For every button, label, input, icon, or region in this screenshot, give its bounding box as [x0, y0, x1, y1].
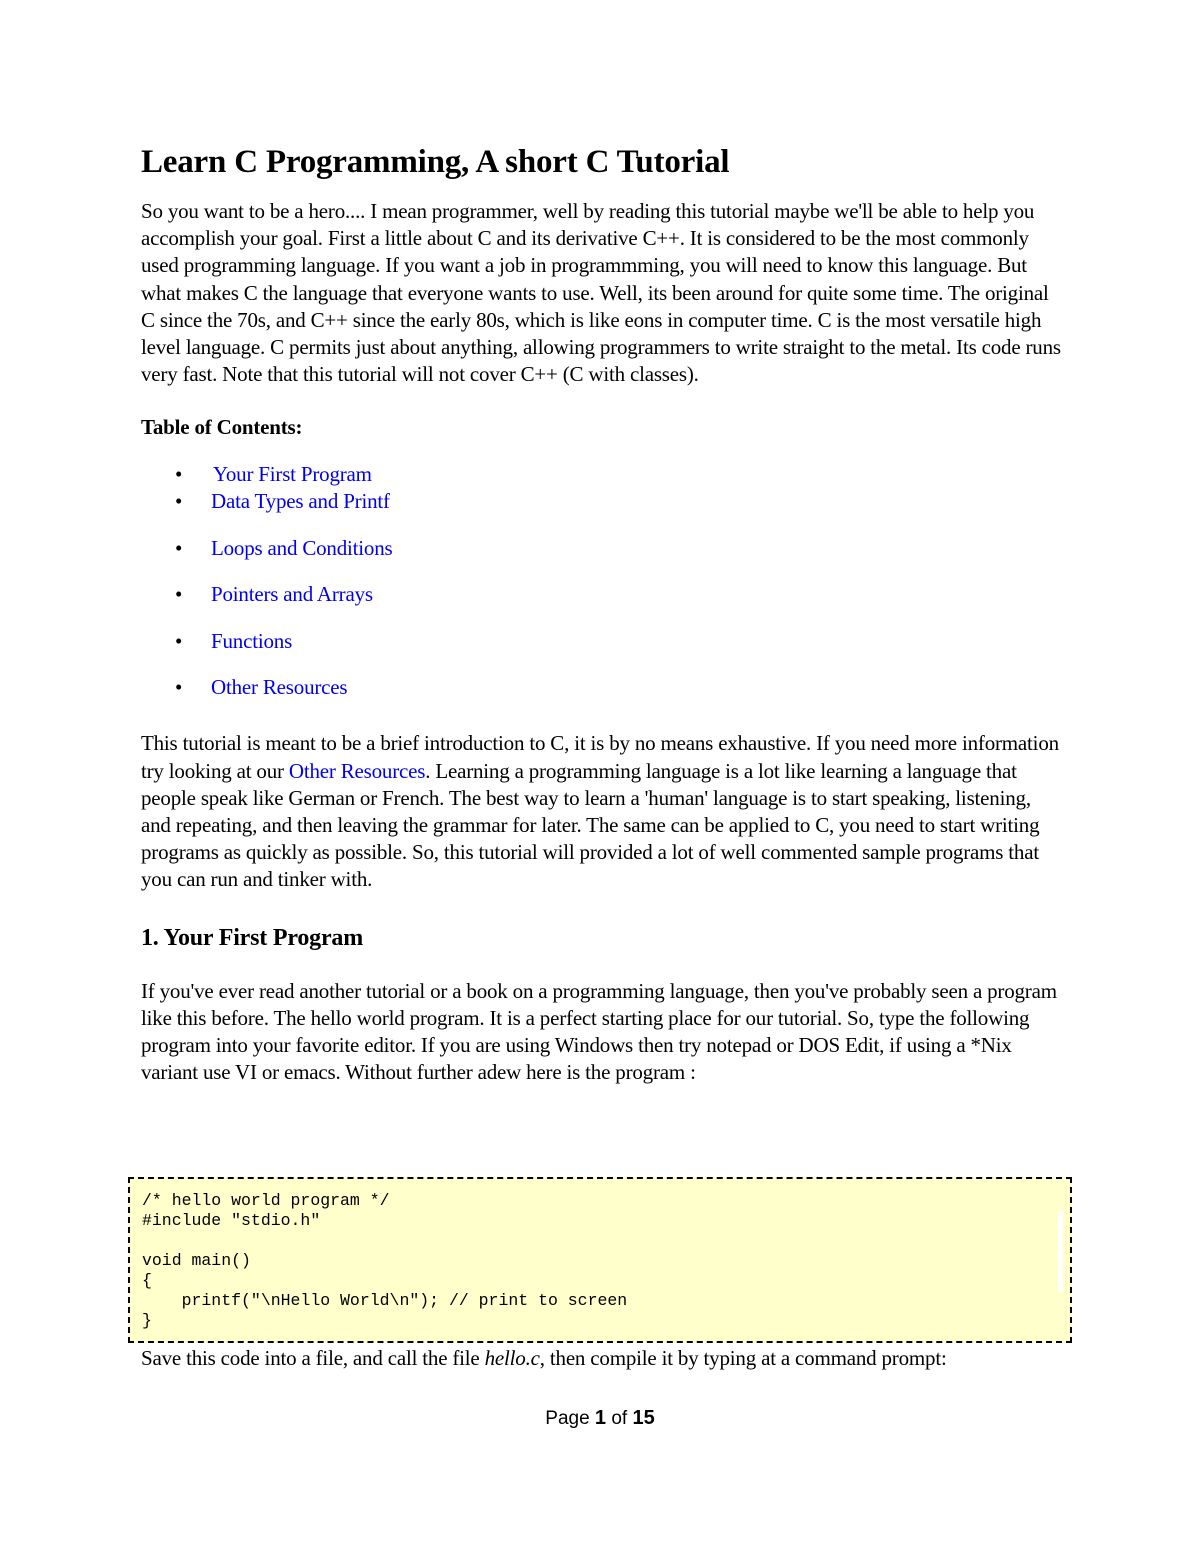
save-text-after: , then compile it by typing at a command prompt: [539, 1346, 947, 1370]
overview-paragraph [141, 730, 1061, 893]
toc-item-other-resources [141, 674, 1061, 701]
bullet-icon: • [175, 628, 183, 653]
footer-of-word: of [611, 1408, 628, 1429]
other-resources-link[interactable]: Other Resources [288, 758, 426, 783]
save-text-before: Save this code into a file, and call the file [141, 1346, 485, 1370]
overview-text-before: This tutorial is meant to be a brief introduction to C, it is by no means exhaustive. If you need more information try looking at our [141, 731, 1059, 783]
toc-item-your-first-program [141, 461, 1061, 488]
overview-text-after: . Learning a programming language is a lot like learning a language that people speak like German or French. The best way to learn a 'human' language is to start speaking, listening, and repeating, and then leaving the grammar for later. The same can be applied to C, you need to start writing programs as quickly as possible. So, this tutorial will provided a lot of well commented sample programs that you can run and tinker with. [141, 758, 1040, 892]
filename-hello-c: hello.c [484, 1346, 540, 1370]
toc-link-data-types[interactable]: Data Types and Printf [211, 489, 390, 514]
toc-link-loops[interactable]: Loops and Conditions [211, 535, 393, 560]
save-instructions-paragraph [141, 1345, 1061, 1372]
bullet-icon: • [175, 462, 183, 487]
footer-page-total: 15 [632, 1407, 655, 1429]
first-program-paragraph: If you've ever read another tutorial or a book on a programming language, then you've probably seen a program like this before. The hello world program. It is a perfect starting place for our tutorial. So, type the following program into your favorite editor. If you are using Windows then try notepad or DOS Edit, if using a *Nix variant use VI or emacs. Without further adew here is the program : [141, 978, 1057, 1085]
bullet-icon: • [175, 535, 183, 560]
bullet-icon: • [175, 489, 183, 514]
table-of-contents [141, 461, 1061, 701]
page-title: Learn C Programming, A short C Tutorial [141, 144, 730, 180]
toc-heading: Table of Contents: [141, 415, 303, 440]
toc-link-functions[interactable]: Functions [211, 628, 293, 653]
hello-world-code: /* hello world program */ #include "stdio.h" void main() { printf("\nHello World\n"); // print to screen } [142, 1191, 628, 1330]
bullet-icon: • [175, 582, 183, 607]
bullet-icon: • [175, 675, 183, 700]
footer-page-word: Page [545, 1408, 590, 1429]
toc-link-your-first-program[interactable]: Your First Program [213, 462, 372, 487]
toc-link-other-resources[interactable]: Other Resources [211, 675, 348, 700]
toc-item-data-types [141, 488, 1061, 515]
page-footer [0, 1404, 1200, 1433]
toc-item-pointers [141, 581, 1061, 608]
toc-item-loops [141, 535, 1061, 562]
intro-paragraph: So you want to be a hero.... I mean programmer, well by reading this tutorial maybe we'll be able to help you accomplish your goal. First a little about C and its derivative C++. It is considered to be the most commonly used programming language. If you want a job in programmming, you will need to know this language. But what makes C the language that everyone wants to use. Well, its been around for quite some time. The original C since the 70s, and C++ since the early 80s, which is like eons in computer time. C is the most versatile high level language. C permits just about anything, allowing programmers to write straight to the metal. Its code runs very fast. Note that this tutorial will not cover C++ (C with classes). [141, 199, 1061, 387]
code-block [128, 1177, 1072, 1343]
footer-page-number: 1 [594, 1407, 607, 1429]
page-content [141, 140, 1061, 1086]
section-heading-first-program: 1. Your First Program [141, 924, 363, 951]
toc-link-pointers[interactable]: Pointers and Arrays [211, 582, 373, 607]
code-block-edge [1058, 1211, 1063, 1291]
toc-item-functions [141, 628, 1061, 655]
